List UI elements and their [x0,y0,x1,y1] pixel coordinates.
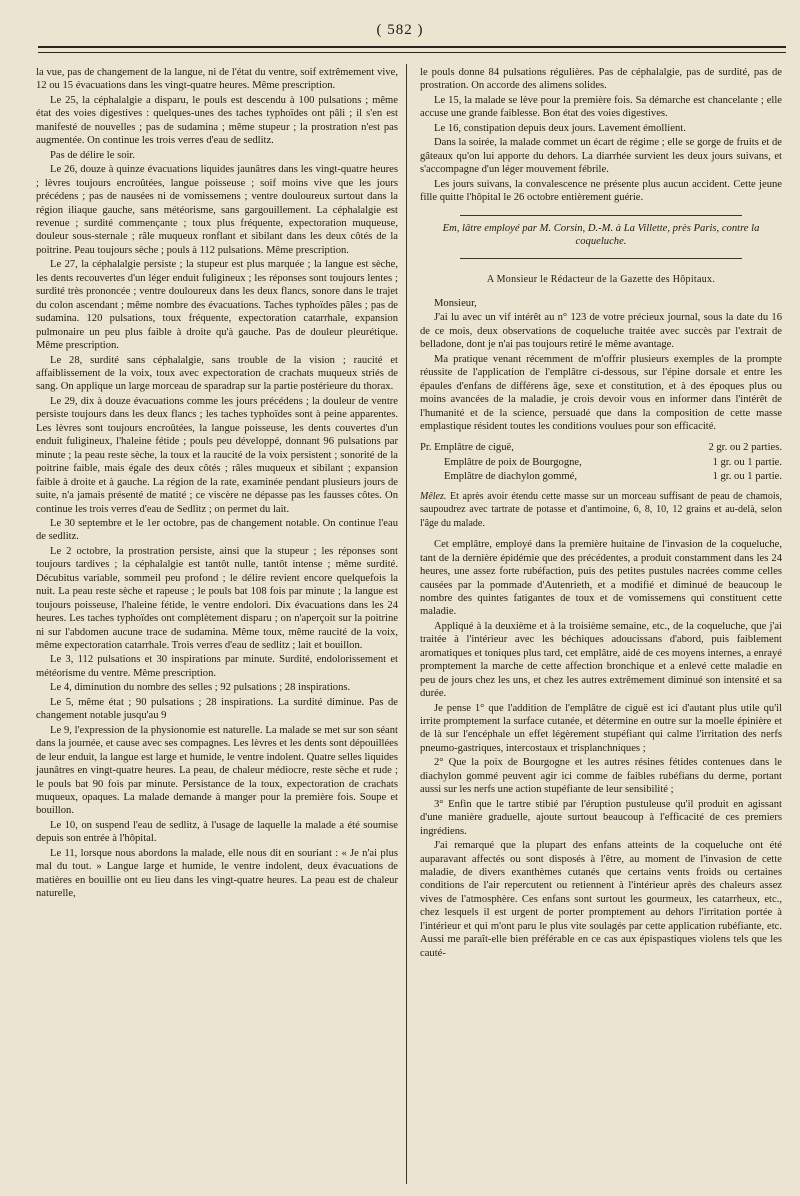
prescription-item: Emplâtre de diachylon gommé, [444,471,577,483]
paragraph: Le 11, lorsque nous abordons la malade, elle nous dit en souriant : « Je n'ai plus mal du tout. » Langue large et humide, le ventre indolent, deux évacuations de matières en bouillie ont eu lieu dans les vingt-quatre heures. La peau est de chaleur naturelle, [36,847,398,900]
paragraph: Les jours suivans, la convalescence ne présente plus aucun accident. Cette jeune fille quitte l'hôpital le 26 octobre entièrement guérie. [420,178,782,204]
paragraph: Pas de délire le soir. [50,149,136,161]
header-rule [38,46,786,53]
paragraph: Le 30 septembre et le 1er octobre, pas de changement notable. On continue l'eau de sedlitz. [36,517,398,543]
paragraph: Ma pratique venant récemment de m'offrir plusieurs exemples de la prompte réussite de l'application de l'emplâtre ci-dessous, sur l'épine dorsale et entre les épaules d'enfans de différens âge, sexe et constitution, et à des époques plus ou moins avancées de la maladie, je crois devoir vous en informer dans l'intérêt de l'humanité et de la science, persuadé que dans la composition de cette masse emplastique résident toutes les conditions voulues pour son efficacité. [420,353,782,432]
paragraph: Le 2 octobre, la prostration persiste, ainsi que la stupeur ; les réponses sont toujours tardives ; la céphalalgie est tantôt nulle, tantôt intense ; même surdité. Décubitus variable, sommeil peu profond ; le délire revient encore quelquefois la nuit. La peau reste sèche et rapeuse ; le pouls bat 108 fois par minute ; la langue est toujours poisseuse, l'haleine fétide, le ventre endolori. Dix évacuations dans les 24 heures. Les taches typhoïdes ont complètement disparu ; on n'aperçoit sur la poitrine ni sur l'abdomen aucune trace de sudamina. Même toux, même raucité de la voix, même expectoration catarrhale. Trois verres d'eau de sedlitz ; lait et bouillon. [36,545,398,652]
paragraph: Appliqué à la deuxième et à la troisième semaine, etc., de la coqueluche, que j'ai traitée à l'intérieur avec les béchiques adoucissans d'abord, puis faiblement aromatiques et toniques plus tard, cet emplâtre, aidé de ces moyens internes, a enrayé promptement la marche de cette affection bronchique et a enlevé cette maladie en peu de jours chez les uns, et chez les autres extrêmement diminué son intensité et sa durée. [420,620,782,700]
paragraph: Le 16, constipation depuis deux jours. Lavement émollient. [434,122,686,134]
article-attribution: Em, lâtre employé par M. Corsin, D.-M. à La Villette, près Paris, contre la coqueluche. [442,222,760,247]
paragraph: Le 29, dix à douze évacuations comme les jours précédens ; la douleur de ventre persiste toujours dans les deux flancs ; les taches typhoïdes sont à peine apparentes. Les lèvres sont toujours encroûtées, la langue poisseuse, les dents couvertes d'un enduit fuligineux, l'haleine fétide ; pouls peu développé, donnant 96 pulsations par minute ; la peau reste sèche, la toux et la raucité de la voix persistent ; sonorité de la poitrine faible, mais égale des deux côtés ; râles muqueux et sibilant ; expansion faible à droite et à gauche. La région de la rate, examinée pendant plusieurs jours de suite, n'a jamais présenté de matité ; ce viscère ne dépasse pas les fausses côtes. On continue les trois verres d'eau de Sedlitz ; on permet du lait. [36,395,398,515]
paragraph: Le 9, l'expression de la physionomie est naturelle. La malade se met sur son séant dans la journée, et cause avec ses compagnes. Les lèvres et les dents sont dépouillées de leur enduit, la langue est large et humide, le ventre indolent. Quatre selles liquides jaunâtres en vingt-quatre heures. La peau, de chaleur médiocre, reste sèche et rude ; le pouls bat 90 fois par minute. Persistance de la toux, expectoration de crachats muqueux, opaques. La malade demande à manger pour la première fois. Soupe et bouillon. [36,724,398,817]
left-column [36,66,398,902]
paragraph: Dans la soirée, la malade commet un écart de régime ; elle se gorge de fruits et de gâteaux qu'on lui apporte du dehors. La diarrhée survient les deux jours suivans, et s'accompagne d'un léger mouvement fébrile. [420,137,782,176]
paragraph: la vue, pas de changement de la langue, ni de l'état du ventre, soif extrêmement vive, 12 ou 15 évacuations dans les vingt-quatre heures. Même prescription. [36,67,398,92]
prescription-item: Pr. Emplâtre de ciguë, [420,442,514,454]
paragraph: le pouls donne 84 pulsations régulières. Pas de céphalalgie, pas de surdité, pas de prostration. On accorde des alimens solides. [420,67,782,92]
paragraph: Le 28, surdité sans céphalalgie, sans trouble de la vision ; raucité et affaiblissement de la voix, toux avec expectoration de crachats muqueux striés de sang. On applique un large morceau de sparadrap sur la partie postérieure du thorax. [36,354,398,393]
section-separator [460,215,742,216]
paragraph: 3° Enfin que le tartre stibié par l'éruption pustuleuse qu'il produit en agissant d'une manière graduelle, ajoute surtout beaucoup à l'efficacité de ces premiers ingrédiens. [420,798,782,837]
letter-address: A Monsieur le Rédacteur de la Gazette des Hôpitaux. [486,274,716,286]
preparation-text: Et après avoir étendu cette masse sur un morceau suffisant de peau de chamois, saupoudrez avec tartrate de potasse et d'antimoine, 6, 8, 10, 12 grains et au-delà, selon l'âge du malade. [420,490,783,529]
prescription-dose: 2 gr. ou 2 parties. [708,442,782,454]
prescription-dose: 1 gr. ou 1 partie. [712,471,782,483]
right-column [420,66,782,961]
paragraph: Le 15, la malade se lève pour la première fois. Sa démarche est chancelante ; elle accuse une grande faiblesse. Bon état des voies digestives. [420,94,782,120]
paragraph: J'ai lu avec un vif intérêt au n° 123 de votre précieux journal, sous la date du 16 de ce mois, deux observations de coqueluche traitée avec succès par l'extrait de belladone, dont je n'ai pas toujours retiré le même avantage. [420,312,782,351]
page-number: ( 582 ) [376,22,424,38]
paragraph: Le 5, même état ; 90 pulsations ; 28 inspirations. La surdité diminue. Pas de changement notable jusqu'au 9 [36,696,398,722]
prescription-row [420,441,782,454]
paragraph: J'ai remarqué que la plupart des enfans atteints de la coqueluche ont été auparavant affectés ou sont disposés à l'être, au moment de l'invasion de cette maladie, de divers exanthèmes cutanés que certains vents froids ou certaines conditions de l'air repercutent ou retiennent à l'intérieur après des chaleurs assez vives de l'atmosphère. Ces enfans sont surtout les gourmeux, les catarrheux, etc., chez lesquels il est urgent de porter promptement au dehors l'irritation portée à l'intérieur et qui m'ont paru le plus vite soulagés par cette application rubéfiante, etc. Aussi me paraît-elle bien préférable en ce cas aux épispastiques violens tels que les cauté- [420,840,782,959]
paragraph: Le 10, on suspend l'eau de sedlitz, à l'usage de laquelle la malade a été soumise depuis son entrée à l'hôpital. [36,819,398,845]
prescription-row [420,470,782,483]
column-divider [406,64,407,1184]
paragraph: Je pense 1° que l'addition de l'emplâtre de ciguë est ici d'autant plus utile qu'il irrite promptement la surface cutanée, et détermine en outre sur la moelle épinière et de là sur l'encéphale un effet légèrement stupéfiant qui calme l'irritation des nerfs pneumo-gastriques, intercostaux et trisplanchniques ; [420,702,782,754]
paragraph: Le 3, 112 pulsations et 30 inspirations par minute. Surdité, endolorissement et météorisme du ventre. Même prescription. [36,654,398,679]
prescription-dose: 1 gr. ou 1 partie. [712,456,782,468]
prescription-row [420,456,782,469]
paragraph: Le 26, douze à quinze évacuations liquides jaunâtres dans les vingt-quatre heures ; lèvres toujours encroûtées, langue poisseuse ; soif moins vive que les jours précédens ; pas de nausées ni de vomissemens ; ventre douloureux surtout dans la région iliaque gauche, sans météorisme, sans gargouillement. La céphalalgie est revenue ; surdité commençante ; toux plus fréquente, expectoration muqueuse, douleur sous-sternale ; râle muqueux ronflant et sibilant dans les deux côtés de la poitrine. Peau toujours sèche ; pouls à 112 pulsations. Même prescription. [36,164,398,256]
paragraph: Le 4, diminution du nombre des selles ; 92 pulsations ; 28 inspirations. [50,682,351,694]
preparation-note [420,490,782,530]
paragraph: Le 27, la céphalalgie persiste ; la stupeur est plus marquée ; la langue est sèche, les dents recouvertes d'un léger enduit fuligineux ; les réponses sont toujours lentes ; surdité très prononcée ; ventre douloureux dans les deux flancs, sonore dans le trajet du colon ascendant ; même nombre des évacuations. Taches typhoïdes pâles ; pas de sudamina. 120 pulsations, toux fréquente, expectoration catarrhale, expansion pulmonaire un peu plus faible à droite qu'à gauche. Pas de douleur pleurétique. Même prescription. [36,259,398,352]
letter-salutation: Monsieur, [434,297,477,309]
prescription-item: Emplâtre de poix de Bourgogne, [444,456,582,468]
paragraph: 2° Que la poix de Bourgogne et les autres résines fétides contenues dans le diachylon gommé peuvent agir ici comme de faibles rubéfians du derme, portant aussi sur les nerfs une action stupéfiante de leur sensibilité ; [420,757,782,796]
paragraph: Cet emplâtre, employé dans la première huitaine de l'invasion de la coqueluche, tant de la dernière épidémie que des précédentes, a produit constamment dans les 24 heures, une assez forte rubéfaction, puis des petites pustules nacrées comme celles causées par la pommade d'Autenrieth, et a modifié et diminué de beaucoup le nombre des quintes fatigantes de toux et de vomissemens qui constituent cette maladie. [420,539,782,618]
preparation-label: Mêlez. [420,490,447,502]
prescription-list [420,441,782,483]
paragraph: Le 25, la céphalalgie a disparu, le pouls est descendu à 100 pulsations ; même état des voies digestives : quelques-unes des taches typhoïdes ont pâli ; il s'en est manifesté de nouvelles ; pas de sudamina ; même stupeur ; la prostration n'est pas augmentée. On continue les trois verres d'eau de sedlitz. [36,94,398,147]
section-separator [460,258,742,259]
